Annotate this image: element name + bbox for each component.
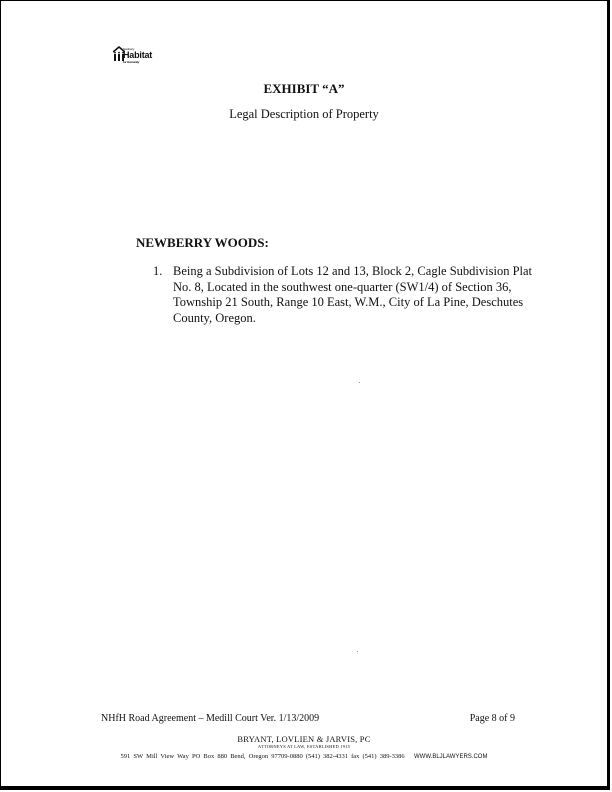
footer-page-number: Page 8 of 9 bbox=[469, 713, 515, 724]
scan-speck bbox=[357, 651, 358, 652]
exhibit-subtitle: Legal Description of Property bbox=[229, 107, 379, 121]
firm-tagline: ATTORNEYS AT LAW, ESTABLISHED 1915 bbox=[257, 744, 351, 749]
logo-tagline: for Humanity bbox=[123, 60, 140, 64]
logo-wordmark bbox=[123, 47, 152, 64]
footer-document-label: NHfH Road Agreement – Medill Court Ver. 1/13/2009 bbox=[101, 713, 320, 724]
logo-brand-name: Habitat bbox=[123, 50, 153, 60]
firm-address-line bbox=[1, 753, 607, 760]
scan-speck bbox=[359, 382, 360, 383]
list-item bbox=[153, 264, 543, 326]
list-item-number: 1. bbox=[153, 264, 163, 278]
exhibit-title: EXHIBIT “A” bbox=[263, 81, 345, 96]
firm-website: WWW.BLJLAWYERS.COM bbox=[414, 754, 488, 760]
firm-name: BRYANT, LOVLIEN & JARVIS, PC bbox=[237, 734, 371, 744]
habitat-logo bbox=[113, 45, 171, 67]
firm-address: 591 SW Mill View Way PO Box 880 Bend, Oregon 97709-0880 (541) 382-4331 fax (541) 389-3386 bbox=[120, 753, 405, 760]
section-heading: NEWBERRY WOODS: bbox=[136, 235, 269, 250]
logo-top-line: Newberry bbox=[123, 47, 135, 51]
list-item-text: Being a Subdivision of Lots 12 and 13, Block 2, Cagle Subdivision Plat No. 8, Located in the southwest one-quarter (SW1/4) of Section 36, Township 21 South, Range 10 East, W.M., City of La Pine, Deschutes County, Oregon. bbox=[173, 264, 533, 325]
